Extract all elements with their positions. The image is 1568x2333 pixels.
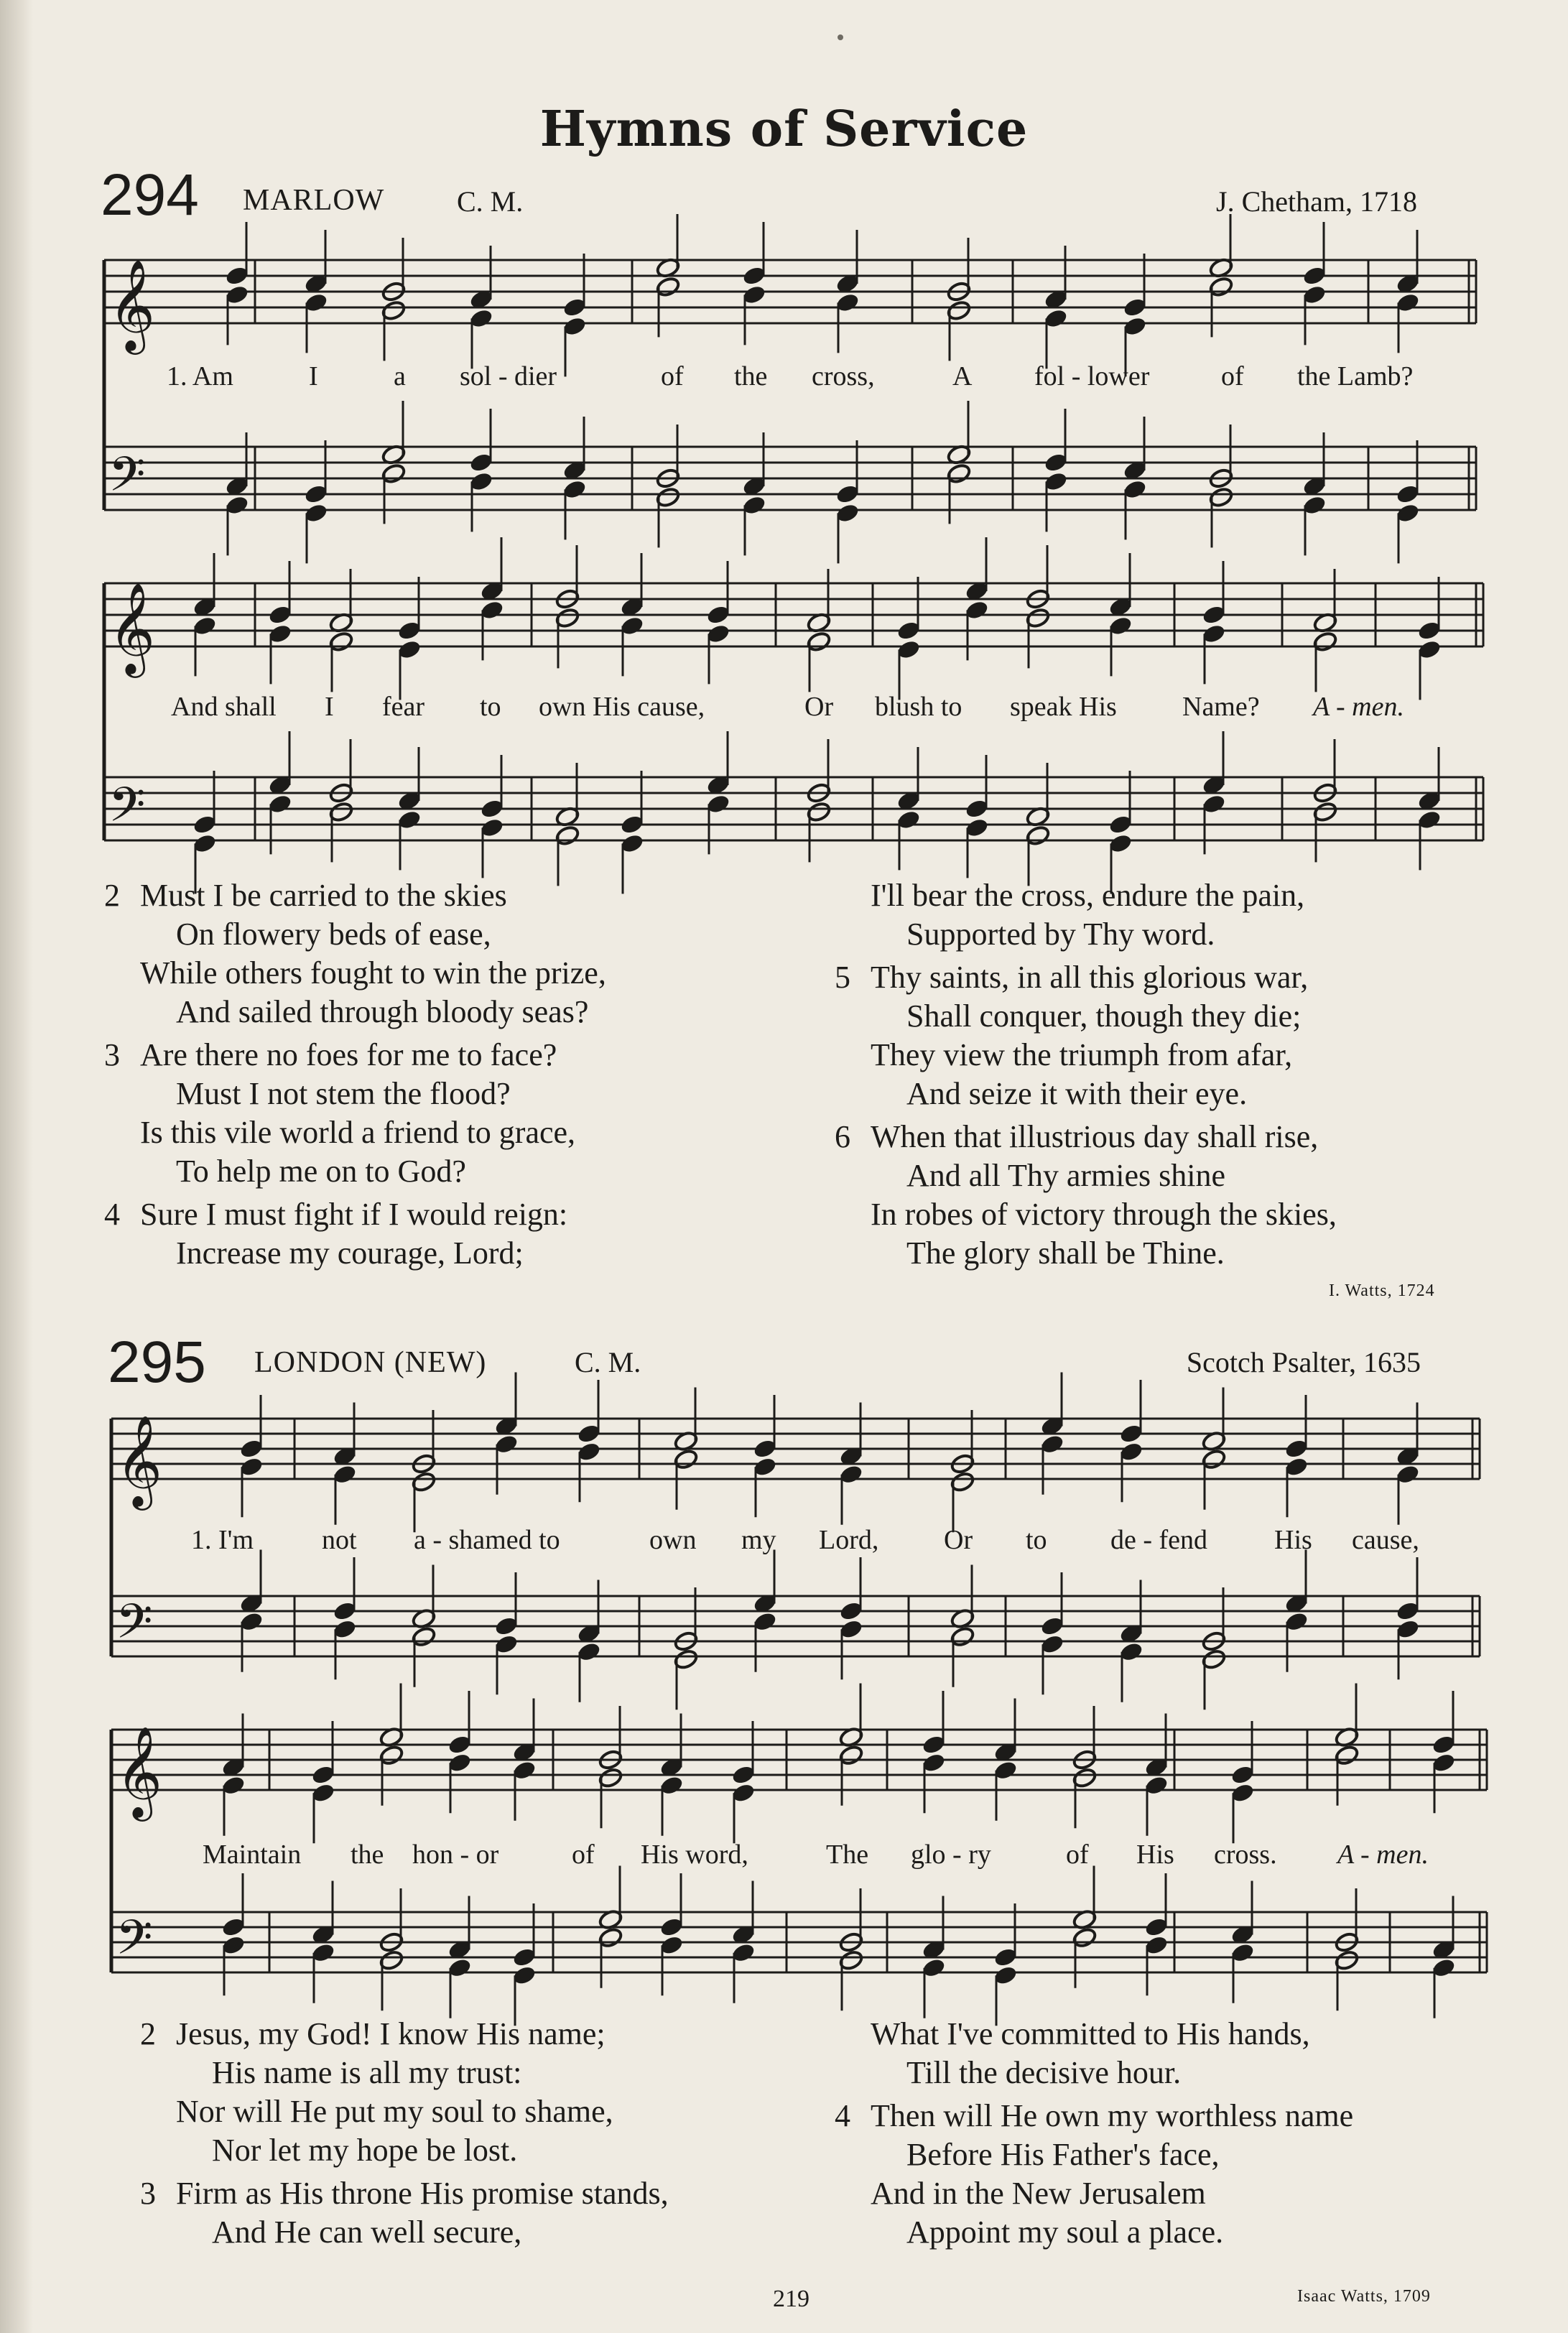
verse-line: Thy saints, in all this glorious war,: [871, 960, 1309, 995]
lyric-syllable: a - shamed to: [414, 1525, 560, 1555]
bass-clef: 𝄢: [108, 447, 146, 514]
verse-line: Nor will He put my soul to shame,: [176, 2094, 613, 2129]
lyric-syllable: Or: [944, 1525, 973, 1555]
verse-line: On flowery beds of ease,: [176, 917, 491, 952]
stanza-number: 2: [104, 878, 120, 913]
hymn-meter: C. M.: [575, 1346, 641, 1378]
bass-clef: 𝄢: [116, 1594, 153, 1661]
text-author: Isaac Watts, 1709: [1297, 2287, 1431, 2306]
lyric-syllable: of: [1221, 361, 1244, 391]
verse-line: What I've committed to His hands,: [871, 2016, 1310, 2051]
hymn-number: 295: [108, 1330, 206, 1395]
hymn-meter: C. M.: [457, 185, 524, 218]
verse-line: And sailed through bloody seas?: [176, 994, 589, 1029]
tune-name: LONDON (NEW): [254, 1346, 487, 1379]
treble-clef: 𝄞: [108, 582, 156, 674]
tune-name: MARLOW: [243, 184, 385, 217]
verse-line: Increase my courage, Lord;: [176, 1235, 524, 1271]
lyric-syllable: blush to: [875, 692, 962, 722]
verse-line: And He can well secure,: [212, 2214, 522, 2250]
lyric-syllable: His word,: [641, 1840, 748, 1870]
hymn-number: 294: [101, 162, 199, 228]
verse-line: And seize it with their eye.: [906, 1076, 1248, 1111]
stanza-number: 2: [140, 2016, 156, 2051]
treble-clef: 𝄞: [116, 1414, 163, 1506]
stanza-number: 4: [104, 1197, 120, 1232]
lyric-syllable: the Lamb?: [1297, 361, 1414, 391]
verse-line: Firm as His throne His promise stands,: [176, 2176, 669, 2211]
verse-line: While others fought to win the prize,: [140, 955, 606, 991]
lyric-syllable: cross,: [812, 361, 875, 391]
lyric-syllable: the: [351, 1840, 384, 1870]
verse-line: To help me on to God?: [176, 1154, 466, 1189]
verse-line: Is this vile world a friend to grace,: [140, 1115, 576, 1150]
verse-line: His name is all my trust:: [212, 2055, 522, 2090]
verse-line: Must I not stem the flood?: [176, 1076, 511, 1111]
lyric-syllable: to: [1026, 1525, 1047, 1555]
verse-line: Before His Father's face,: [906, 2137, 1220, 2172]
stanza-number: 4: [835, 2098, 850, 2133]
stanza-number: 3: [140, 2176, 156, 2211]
verse-line: Nor let my hope be lost.: [212, 2133, 518, 2168]
lyric-syllable: fear: [382, 692, 425, 722]
lyric-amen: A - men.: [1337, 1840, 1429, 1870]
verse-line: Then will He own my worthless name: [871, 2098, 1354, 2133]
lyric-syllable: of: [1066, 1840, 1089, 1870]
treble-clef: 𝄞: [108, 259, 156, 351]
page-header: Hymns of Service: [539, 101, 1029, 158]
lyric-syllable: de - fend: [1110, 1525, 1208, 1555]
lyric-syllable: of: [572, 1840, 595, 1870]
lyric-syllable: hon - or: [412, 1840, 499, 1870]
lyric-syllable: Maintain: [203, 1840, 302, 1870]
lyric-syllable: Name?: [1182, 692, 1260, 722]
lyric-syllable: A: [952, 361, 973, 391]
verse-line: When that illustrious day shall rise,: [871, 1119, 1319, 1154]
lyric-syllable: I: [325, 692, 334, 722]
lyric-syllable: And shall: [171, 692, 277, 722]
lyric-syllable: 1. Am: [167, 361, 233, 391]
verse-line: Must I be carried to the skies: [140, 878, 507, 913]
composer-credit: J. Chetham, 1718: [1216, 185, 1417, 218]
verse-line: And all Thy armies shine: [906, 1158, 1225, 1193]
verse-line: Appoint my soul a place.: [906, 2214, 1224, 2250]
lyric-syllable: His: [1274, 1525, 1312, 1555]
lyric-syllable: sol - dier: [460, 361, 557, 391]
verse-line: They view the triumph from afar,: [871, 1037, 1293, 1072]
lyric-syllable: glo - ry: [911, 1840, 991, 1870]
stanza-number: 3: [104, 1037, 120, 1072]
lyric-syllable: my: [741, 1525, 776, 1555]
lyric-amen: A - men.: [1313, 692, 1404, 722]
stanza-number: 6: [835, 1119, 850, 1154]
verse-line: I'll bear the cross, endure the pain,: [871, 878, 1305, 913]
treble-clef: 𝄞: [116, 1725, 163, 1817]
bass-clef: 𝄢: [116, 1910, 153, 1977]
verse-line: Shall conquer, though they die;: [906, 998, 1302, 1034]
lyric-syllable: to: [480, 692, 501, 722]
verse-line: The glory shall be Thine.: [906, 1235, 1225, 1271]
text-author: I. Watts, 1724: [1329, 1281, 1435, 1300]
lyric-syllable: Lord,: [819, 1525, 879, 1555]
lyric-syllable: The: [826, 1840, 869, 1870]
verse-line: In robes of victory through the skies,: [871, 1197, 1337, 1232]
lyric-syllable: His: [1136, 1840, 1174, 1870]
verse-line: Till the decisive hour.: [906, 2055, 1182, 2090]
verse-line: Are there no foes for me to face?: [140, 1037, 557, 1072]
verse-line: Sure I must fight if I would reign:: [140, 1197, 568, 1232]
verse-line: And in the New Jerusalem: [871, 2176, 1206, 2211]
stanza-number: 5: [835, 960, 850, 995]
lyric-syllable: 1. I'm: [191, 1525, 254, 1555]
composer-credit: Scotch Psalter, 1635: [1186, 1346, 1421, 1378]
lyric-syllable: of: [661, 361, 684, 391]
lyric-syllable: cause,: [1352, 1525, 1419, 1555]
lyric-syllable: not: [322, 1525, 357, 1555]
lyric-syllable: fol - lower: [1034, 361, 1150, 391]
page-number: 219: [773, 2286, 809, 2312]
lyric-syllable: own: [649, 1525, 697, 1555]
lyric-syllable: speak His: [1010, 692, 1117, 722]
lyric-syllable: I: [309, 361, 318, 391]
verse-line: Supported by Thy word.: [906, 917, 1215, 952]
lyric-syllable: cross.: [1214, 1840, 1277, 1870]
lyric-syllable: Or: [804, 692, 834, 722]
verse-line: Jesus, my God! I know His name;: [176, 2016, 606, 2051]
lyric-syllable: a: [394, 361, 406, 391]
lyric-syllable: the: [734, 361, 768, 391]
bass-clef: 𝄢: [108, 777, 146, 844]
lyric-syllable: own His cause,: [539, 692, 705, 722]
